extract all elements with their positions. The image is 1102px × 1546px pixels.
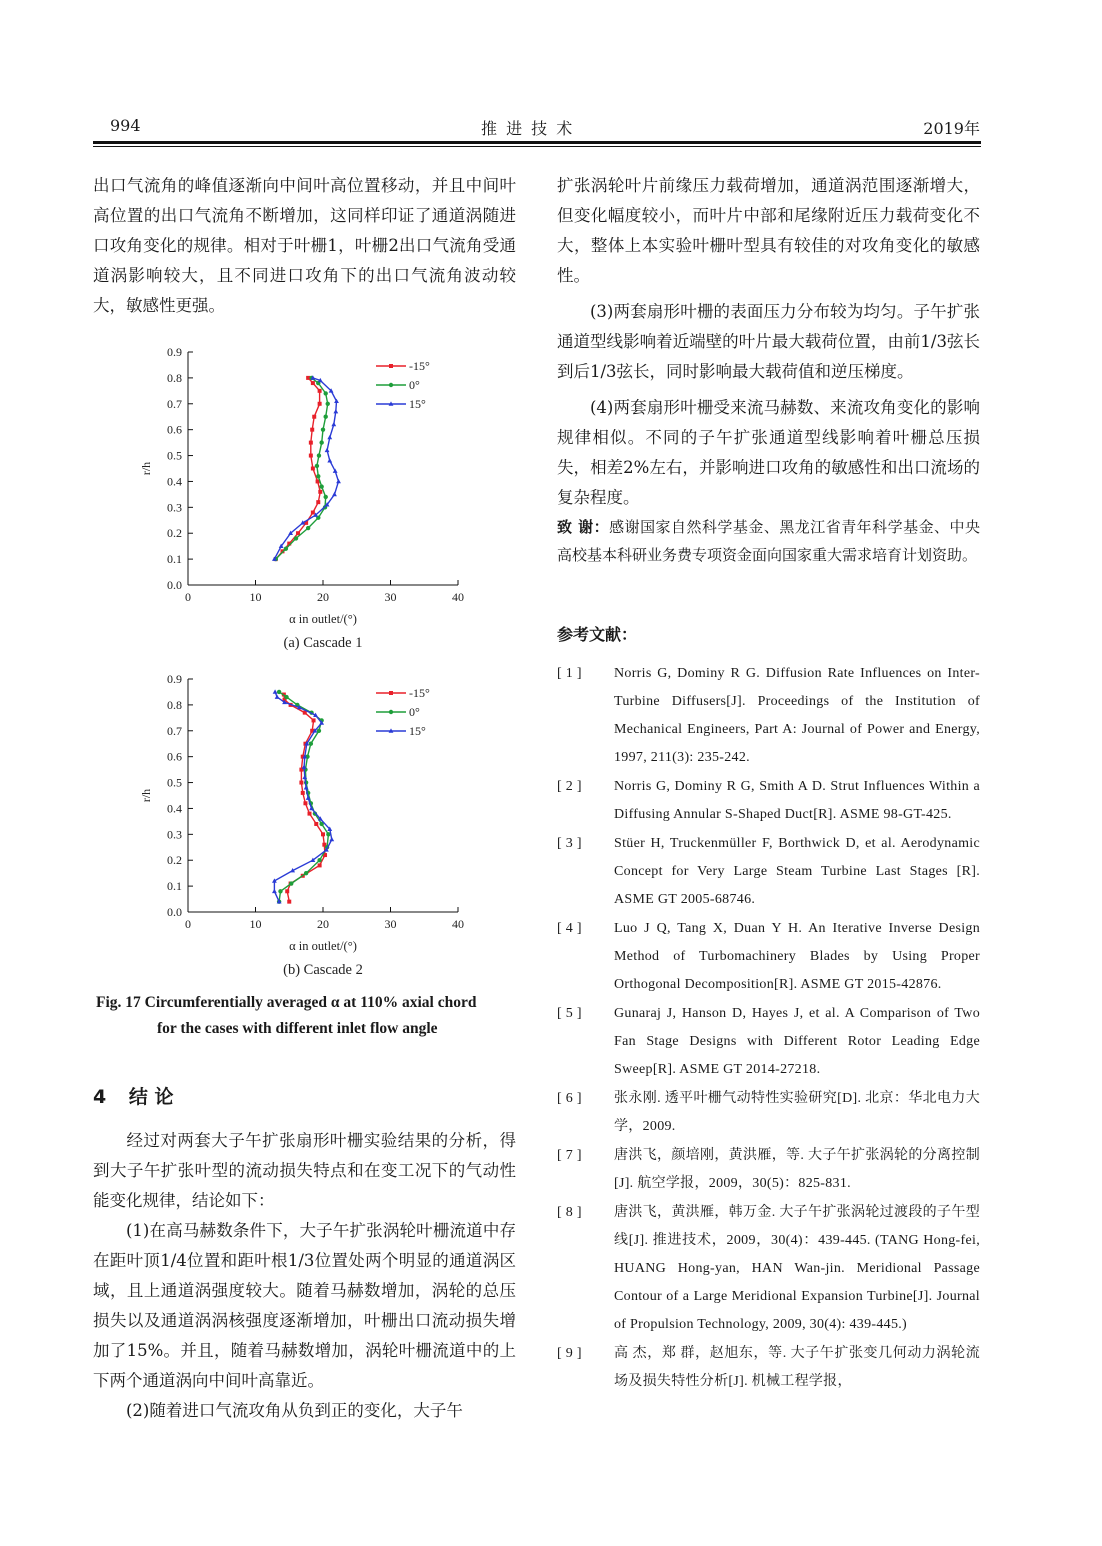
data-point bbox=[329, 837, 334, 841]
data-point bbox=[332, 492, 337, 496]
data-point bbox=[312, 718, 316, 722]
data-point bbox=[304, 785, 309, 789]
data-point bbox=[272, 889, 277, 893]
reference-text: Luo J Q, Tang X, Duan Y H. An Iterative Inverse Design Method of Turbomachinery Blades by Using Proper Orthogonal Decomposition[R]. ASME GT 2015-42876. bbox=[614, 921, 980, 992]
data-point bbox=[308, 812, 312, 816]
data-point bbox=[316, 500, 320, 504]
conclusion-item-2-start: (2)随着进口气流攻角从负到正的变化，大子午 bbox=[126, 1401, 463, 1420]
data-point bbox=[324, 415, 328, 419]
issue-year: 2019年 bbox=[923, 119, 980, 138]
reference-text: Gunaraj J, Hanson D, Hayes J, et al. A Comparison of Two Fan Stage Designs with Different Rotor Leading Edge Sweep[R]. ASME GT 2014-27218. bbox=[614, 1006, 980, 1077]
legend-label: -15° bbox=[409, 686, 430, 700]
y-tick-label: 0.1 bbox=[167, 879, 182, 894]
data-point bbox=[327, 435, 332, 439]
reference-text: 高 杰，郑 群，赵旭东，等. 大子午扩张变几何动力涡轮流场及损失特性分析[J]. 机械工程学报， bbox=[614, 1346, 980, 1389]
reference-number: [ 6 ] bbox=[557, 1091, 582, 1106]
data-point bbox=[311, 467, 315, 471]
reference-list bbox=[557, 660, 980, 1397]
figure-caption: Fig. 17 Circumferentially averaged α at 110% axial chord for the cases with different inlet flow angle bbox=[96, 994, 477, 1037]
y-axis-label: r/h bbox=[139, 461, 153, 476]
data-point bbox=[317, 453, 321, 457]
reference-number: [ 2 ] bbox=[557, 779, 582, 794]
y-tick-label: 0.5 bbox=[167, 448, 182, 463]
legend-label: 0° bbox=[409, 378, 420, 392]
y-tick-label: 0.2 bbox=[167, 853, 182, 868]
data-point bbox=[287, 900, 291, 904]
acknowledgement: 致 谢：感谢国家自然科学基金、黑龙江省青年科学基金、中央高校基本科研业务费专项资金面向国家重大需求培育计划资助。 bbox=[557, 518, 980, 564]
y-tick-label: 0.9 bbox=[167, 345, 182, 359]
y-tick-label: 0.6 bbox=[167, 422, 182, 437]
legend-label: -15° bbox=[409, 359, 430, 373]
data-point bbox=[336, 479, 341, 483]
data-point bbox=[321, 832, 325, 836]
y-tick-label: 0.0 bbox=[167, 905, 182, 919]
data-point bbox=[284, 547, 288, 551]
data-point bbox=[326, 402, 330, 406]
journal-name: 推 进 技 术 bbox=[481, 119, 575, 138]
reference-item bbox=[557, 830, 980, 914]
data-point bbox=[285, 889, 289, 893]
conclusion-item-2-cont: 扩张涡轮叶片前缘压力载荷增加，通道涡范围逐渐增大，但变化幅度较小，而叶片中部和尾缘附近压力载荷变化不大，整体上本实验叶栅叶型具有较佳的对攻角变化的敏感性。 bbox=[557, 176, 980, 285]
reference-number: [ 4 ] bbox=[557, 921, 582, 936]
x-axis-label: α in outlet/(°) bbox=[289, 939, 357, 953]
reference-item bbox=[557, 660, 980, 772]
y-tick-label: 0.2 bbox=[167, 526, 182, 541]
reference-number: [ 8 ] bbox=[557, 1205, 582, 1220]
conclusion-item-3: (3)两套扇形叶栅的表面压力分布较为均匀。子午扩张通道型线影响着近端壁的叶片最大载荷位置，由前1/3弦长到后1/3弦长，同时影响最大载荷值和逆压梯度。 bbox=[557, 302, 980, 381]
chart-cascade-2 bbox=[139, 672, 464, 978]
x-tick-label: 20 bbox=[317, 917, 329, 931]
y-tick-label: 0.7 bbox=[167, 396, 182, 411]
figure-17 bbox=[93, 335, 533, 995]
data-point bbox=[309, 742, 313, 746]
data-point bbox=[324, 495, 328, 499]
section-heading: 4 结 论 bbox=[93, 1086, 174, 1108]
right-paragraphs bbox=[557, 171, 980, 569]
data-point bbox=[309, 441, 313, 445]
reference-text: 张永刚. 透平叶栅气动特性实验研究[D]. 北京：华北电力大学，2009. bbox=[614, 1091, 980, 1134]
y-axis-label: r/h bbox=[139, 788, 153, 803]
reference-number: [ 7 ] bbox=[557, 1148, 582, 1163]
data-point bbox=[277, 690, 281, 694]
y-tick-label: 0.5 bbox=[167, 775, 182, 790]
chart-subcaption: (a) Cascade 1 bbox=[283, 635, 363, 651]
left-paragraph: 出口气流角的峰值逐渐向中间叶高位置移动，并且中间叶高位置的出口气流角不断增加，这同样印证了通道涡随进口攻角变化的规律。相对于叶栅1，叶栅2出口气流角受通道涡影响较大，且不同进口攻角下的出口气流角波动较大，敏感性更强。 bbox=[93, 176, 516, 315]
x-axis-label: α in outlet/(°) bbox=[289, 612, 357, 626]
references-title: 参考文献： bbox=[557, 625, 638, 644]
reference-item bbox=[557, 1142, 980, 1198]
x-tick-label: 20 bbox=[317, 590, 329, 604]
x-tick-label: 30 bbox=[384, 917, 397, 931]
data-point bbox=[325, 448, 330, 452]
reference-number: [ 3 ] bbox=[557, 836, 582, 851]
x-tick-label: 0 bbox=[185, 590, 191, 604]
chart-cascade-1 bbox=[139, 345, 464, 651]
legend-marker bbox=[389, 364, 393, 368]
data-point bbox=[318, 863, 322, 867]
x-tick-label: 40 bbox=[452, 590, 464, 604]
data-point bbox=[314, 822, 318, 826]
reference-item bbox=[557, 1085, 980, 1141]
data-point bbox=[273, 689, 278, 693]
reference-text: Stüer H, Truckenmüller F, Borthwick D, et al. Aerodynamic Concept for Very Large Steam Turbine Last Stages [R]. ASME GT 2005-68746. bbox=[614, 836, 980, 907]
legend-label: 0° bbox=[409, 705, 420, 719]
data-point bbox=[318, 389, 322, 393]
data-point bbox=[301, 791, 305, 795]
x-tick-label: 0 bbox=[185, 917, 191, 931]
reference-number: [ 9 ] bbox=[557, 1346, 582, 1361]
y-tick-label: 0.3 bbox=[167, 500, 182, 515]
y-tick-label: 0.4 bbox=[167, 801, 182, 816]
data-point bbox=[324, 391, 328, 395]
x-tick-label: 40 bbox=[452, 917, 464, 931]
conclusion-paragraphs bbox=[93, 1126, 516, 1426]
page-number: 994 bbox=[110, 116, 141, 135]
data-point bbox=[310, 428, 314, 432]
y-tick-label: 0.4 bbox=[167, 474, 182, 489]
data-point bbox=[317, 729, 321, 733]
data-point bbox=[319, 440, 323, 444]
y-tick-label: 0.8 bbox=[167, 697, 182, 712]
data-point bbox=[299, 781, 303, 785]
header-rule-thick bbox=[93, 141, 981, 144]
legend-label: 15° bbox=[409, 724, 426, 738]
y-tick-label: 0.9 bbox=[167, 672, 182, 686]
x-tick-label: 10 bbox=[249, 917, 262, 931]
y-tick-label: 0.0 bbox=[167, 578, 182, 592]
reference-text: Norris G, Dominy R G, Smith A D. Strut Influences Within a Diffusing Annular S-Shaped Duct[R]. ASME 98-GT-425. bbox=[614, 779, 980, 822]
data-point bbox=[312, 415, 316, 419]
data-point bbox=[294, 536, 298, 540]
data-point bbox=[311, 511, 315, 515]
data-point bbox=[289, 881, 293, 885]
data-point bbox=[318, 490, 322, 494]
x-tick-label: 30 bbox=[384, 590, 397, 604]
data-point bbox=[278, 889, 282, 893]
data-point bbox=[275, 695, 280, 699]
conclusion-item-1: (1)在高马赫数条件下，大子午扩张涡轮叶栅流道中存在距叶顶1/4位置和距叶根1/3位置处两个明显的通道涡区域，且上通道涡强度较大。随着马赫数增加，涡轮的总压损失以及通道涡涡核强度逐渐增加，叶栅出口流动损失增加了15%。并且，随着马赫数增加，涡轮叶栅流道中的上下两个通道涡向中间叶高靠近。 bbox=[93, 1221, 516, 1390]
reference-item bbox=[557, 1340, 980, 1396]
reference-text: 唐洪飞，黄洪雁，韩万金. 大子午扩张涡轮过渡段的子午型线[J]. 推进技术，2009，30(4)：439-445. (TANG Hong-fei, HUANG Hong-yan, HAN Wan-jin. Meridional Passage Contour of a Large Meridional Expansion Turbine[J]. Journal of Propulsion Technology, 2009, 30(4): 439-445.) bbox=[614, 1205, 980, 1332]
reference-text: 唐洪飞，颜培刚，黄洪雁，等. 大子午扩张涡轮的分离控制[J]. 航空学报，2009，30(5)：825-831. bbox=[614, 1148, 980, 1191]
reference-item bbox=[557, 1199, 980, 1339]
legend-marker bbox=[389, 383, 393, 387]
legend-marker bbox=[389, 710, 393, 714]
reference-number: [ 1 ] bbox=[557, 666, 582, 681]
y-tick-label: 0.8 bbox=[167, 370, 182, 385]
data-point bbox=[319, 484, 323, 488]
y-tick-label: 0.6 bbox=[167, 749, 182, 764]
data-point bbox=[284, 695, 288, 699]
data-point bbox=[303, 801, 307, 805]
reference-item bbox=[557, 1000, 980, 1084]
legend-label: 15° bbox=[409, 397, 426, 411]
data-point bbox=[317, 858, 321, 862]
data-point bbox=[318, 402, 322, 406]
y-tick-label: 0.3 bbox=[167, 827, 182, 842]
legend-marker bbox=[389, 691, 393, 695]
data-point bbox=[304, 871, 308, 875]
reference-number: [ 5 ] bbox=[557, 1006, 582, 1021]
data-point bbox=[309, 454, 313, 458]
data-point bbox=[331, 422, 336, 426]
reference-text: Norris G, Dominy R G. Diffusion Rate Influences on Inter-Turbine Diffusers[J]. Proceedings of the Institution of Mechanical Engineers, Part A: Journal of Power and Energy, 1997, 211(3): 235-242. bbox=[614, 666, 980, 765]
reference-item bbox=[557, 773, 980, 829]
reference-item bbox=[557, 915, 980, 999]
x-tick-label: 10 bbox=[249, 590, 262, 604]
y-tick-label: 0.1 bbox=[167, 552, 182, 567]
data-point bbox=[316, 474, 320, 478]
chart-subcaption: (b) Cascade 2 bbox=[283, 962, 363, 978]
header-rule-thin bbox=[93, 146, 981, 147]
data-point bbox=[327, 458, 332, 462]
conclusion-item-4: (4)两套扇形叶栅受来流马赫数、来流攻角变化的影响规律相似。不同的子午扩张通道型线影响着叶栅总压损失，相差2%左右，并影响进口攻角的敏感性和出口流场的复杂程度。 bbox=[557, 398, 980, 507]
data-point bbox=[333, 409, 338, 413]
y-tick-label: 0.7 bbox=[167, 723, 182, 738]
data-point bbox=[311, 381, 315, 385]
conclusion-intro: 经过对两套大子午扩张扇形叶栅实验结果的分析，得到大子午扩张叶型的流动损失特点和在变工况下的气动性能变化规律，结论如下： bbox=[93, 1131, 516, 1210]
data-point bbox=[321, 427, 325, 431]
data-point bbox=[306, 526, 310, 530]
data-point bbox=[315, 464, 319, 468]
